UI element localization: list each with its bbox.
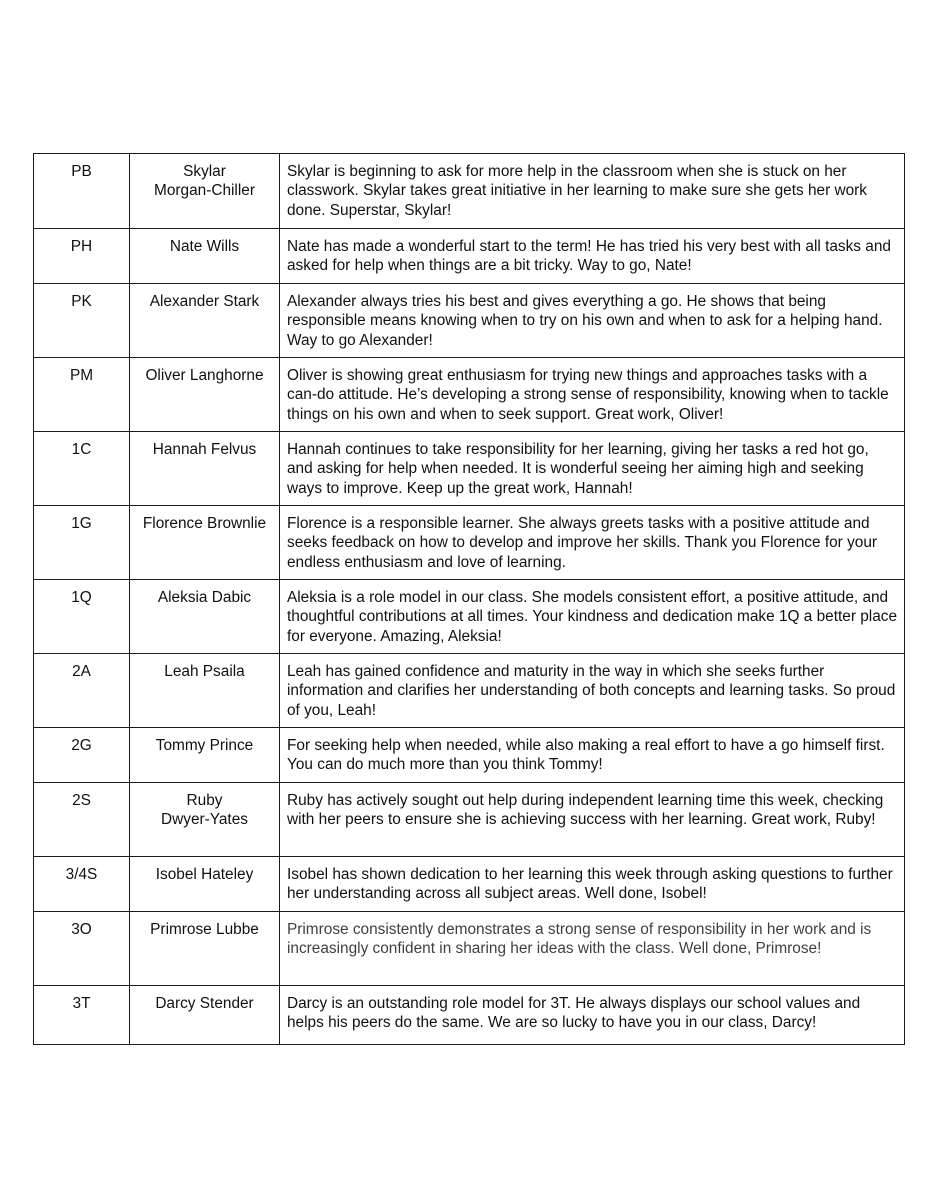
student-name: Leah Psaila [130, 654, 280, 728]
table-row [34, 432, 905, 506]
table-row [34, 154, 905, 229]
class-code: 3O [34, 912, 130, 986]
table-row [34, 783, 905, 857]
award-comment: Skylar is beginning to ask for more help in the classroom when she is stuck on her classwork. Skylar takes great initiative in her learning to make sure she gets her work done. Superstar, Skylar! [280, 154, 905, 229]
table-row [34, 912, 905, 986]
student-name: Aleksia Dabic [130, 580, 280, 654]
table-row [34, 506, 905, 580]
award-comment: Alexander always tries his best and gives everything a go. He shows that being responsible means knowing when to try on his own and when to ask for a helping hand. Way to go Alexander! [280, 284, 905, 358]
table-row [34, 358, 905, 432]
student-awards-table [33, 153, 905, 1045]
class-code: 2G [34, 728, 130, 783]
award-comment: Aleksia is a role model in our class. She models consistent effort, a positive attitude, and thoughtful contributions at all times. Your kindness and dedication make 1Q a better place for everyone. Amazing, Aleksia! [280, 580, 905, 654]
table-row [34, 284, 905, 358]
table-row [34, 580, 905, 654]
student-name [130, 783, 280, 857]
award-comment: Isobel has shown dedication to her learning this week through asking questions to further her understanding across all subject areas. Well done, Isobel! [280, 857, 905, 912]
award-comment: Ruby has actively sought out help during independent learning time this week, checking with her peers to ensure she is achieving success with her learning. Great work, Ruby! [280, 783, 905, 857]
award-comment: Darcy is an outstanding role model for 3T. He always displays our school values and helps his peers do the same. We are so lucky to have you in our class, Darcy! [280, 986, 905, 1045]
student-name: Oliver Langhorne [130, 358, 280, 432]
class-code: PM [34, 358, 130, 432]
student-name: Alexander Stark [130, 284, 280, 358]
table-row [34, 986, 905, 1045]
class-code: 1C [34, 432, 130, 506]
student-name-line: Dwyer-Yates [161, 811, 248, 829]
table-row [34, 654, 905, 728]
award-comment: Leah has gained confidence and maturity in the way in which she seeks further information and clarifies her understanding of both concepts and learning tasks. So proud of you, Leah! [280, 654, 905, 728]
student-name: Hannah Felvus [130, 432, 280, 506]
table-row [34, 229, 905, 284]
award-comment: Oliver is showing great enthusiasm for trying new things and approaches tasks with a can-do attitude. He’s developing a strong sense of responsibility, knowing when to tackle things on his own and when to seek support. Great work, Oliver! [280, 358, 905, 432]
class-code: PB [34, 154, 130, 229]
award-comment: Primrose consistently demonstrates a strong sense of responsibility in her work and is increasingly confident in sharing her ideas with the class. Well done, Primrose! [280, 912, 905, 986]
student-name: Primrose Lubbe [130, 912, 280, 986]
class-code: 2A [34, 654, 130, 728]
class-code: PH [34, 229, 130, 284]
student-name: Isobel Hateley [130, 857, 280, 912]
student-name: Darcy Stender [130, 986, 280, 1045]
award-comment: Hannah continues to take responsibility for her learning, giving her tasks a red hot go, and asking for help when needed. It is wonderful seeing her aiming high and seeking ways to improve. Keep up the great work, Hannah! [280, 432, 905, 506]
class-code: 3T [34, 986, 130, 1045]
class-code: 2S [34, 783, 130, 857]
table-row [34, 857, 905, 912]
student-name-line: Skylar [183, 163, 226, 180]
award-comment: For seeking help when needed, while also making a real effort to have a go himself first. You can do much more than you think Tommy! [280, 728, 905, 783]
table-row [34, 728, 905, 783]
student-name-line: Ruby [186, 792, 223, 809]
student-name: Tommy Prince [130, 728, 280, 783]
award-comment: Florence is a responsible learner. She always greets tasks with a positive attitude and seeks feedback on how to develop and improve her skills. Thank you Florence for your endless enthusiasm and love of learning. [280, 506, 905, 580]
student-name: Nate Wills [130, 229, 280, 284]
class-code: 1G [34, 506, 130, 580]
student-name: Florence Brownlie [130, 506, 280, 580]
class-code: PK [34, 284, 130, 358]
student-name-line: Morgan-Chiller [154, 182, 255, 200]
class-code: 1Q [34, 580, 130, 654]
student-name [130, 154, 280, 229]
award-comment: Nate has made a wonderful start to the term! He has tried his very best with all tasks and asked for help when things are a bit tricky. Way to go, Nate! [280, 229, 905, 284]
class-code: 3/4S [34, 857, 130, 912]
